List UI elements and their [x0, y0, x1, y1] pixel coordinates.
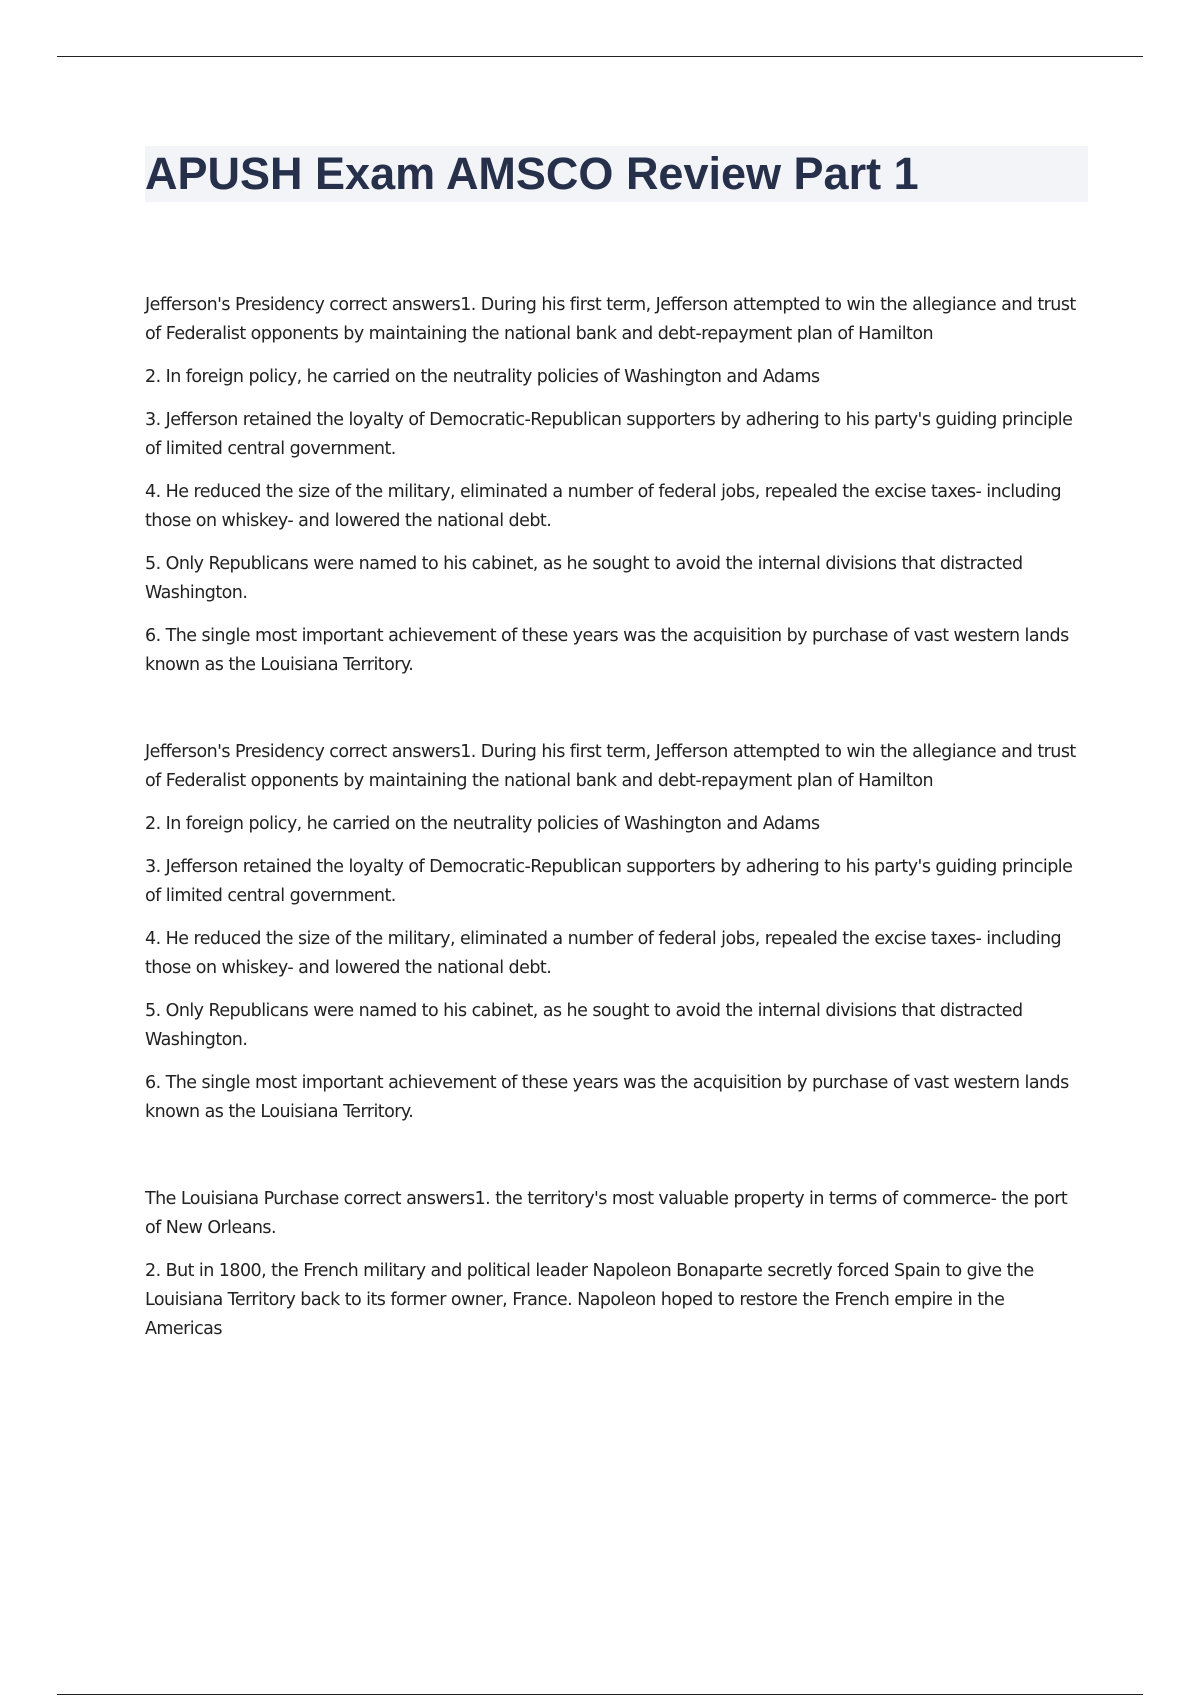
paragraph: 2. In foreign policy, he carried on the neutrality policies of Washington and Adams: [145, 367, 820, 387]
bottom-rule: [57, 1694, 1143, 1695]
paragraph: The Louisiana Purchase correct answers1. the territory's most valuable property in terms of commerce- the port of New Orleans.: [145, 1189, 1068, 1238]
entry-jeffersons-presidency-2: [145, 738, 1085, 1127]
paragraph: Jefferson's Presidency correct answers1. During his first term, Jefferson attempted to win the allegiance and trust of Federalist opponents by maintaining the national bank and debt-repayment plan of Hamilton: [145, 742, 1076, 791]
paragraph: Jefferson's Presidency correct answers1. During his first term, Jefferson attempted to win the allegiance and trust of Federalist opponents by maintaining the national bank and debt-repayment plan of Hamilton: [145, 295, 1076, 344]
paragraph: 2. But in 1800, the French military and political leader Napoleon Bonaparte secretly forced Spain to give the Louisiana Territory back to its former owner, France. Napoleon hoped to restore the French empire in the Americas: [145, 1261, 1034, 1339]
paragraph: 5. Only Republicans were named to his cabinet, as he sought to avoid the internal divisions that distracted Washington.: [145, 554, 1023, 603]
page-title: APUSH Exam AMSCO Review Part 1: [145, 148, 919, 199]
document-body: [145, 291, 1085, 1402]
paragraph: 4. He reduced the size of the military, eliminated a number of federal jobs, repealed the excise taxes- including those on whiskey- and lowered the national debt.: [145, 482, 1062, 531]
paragraph: 3. Jefferson retained the loyalty of Democratic-Republican supporters by adhering to his party's guiding principle of limited central government.: [145, 410, 1073, 459]
entry-louisiana-purchase: [145, 1185, 1085, 1344]
top-rule: [57, 56, 1143, 57]
paragraph: 3. Jefferson retained the loyalty of Democratic-Republican supporters by adhering to his party's guiding principle of limited central government.: [145, 857, 1073, 906]
paragraph: 6. The single most important achievement of these years was the acquisition by purchase of vast western lands known as the Louisiana Territory.: [145, 1073, 1069, 1122]
paragraph: 4. He reduced the size of the military, eliminated a number of federal jobs, repealed the excise taxes- including those on whiskey- and lowered the national debt.: [145, 929, 1062, 978]
entry-jeffersons-presidency-1: [145, 291, 1085, 680]
paragraph: 2. In foreign policy, he carried on the neutrality policies of Washington and Adams: [145, 814, 820, 834]
paragraph: 6. The single most important achievement of these years was the acquisition by purchase of vast western lands known as the Louisiana Territory.: [145, 626, 1069, 675]
paragraph: 5. Only Republicans were named to his cabinet, as he sought to avoid the internal divisions that distracted Washington.: [145, 1001, 1023, 1050]
